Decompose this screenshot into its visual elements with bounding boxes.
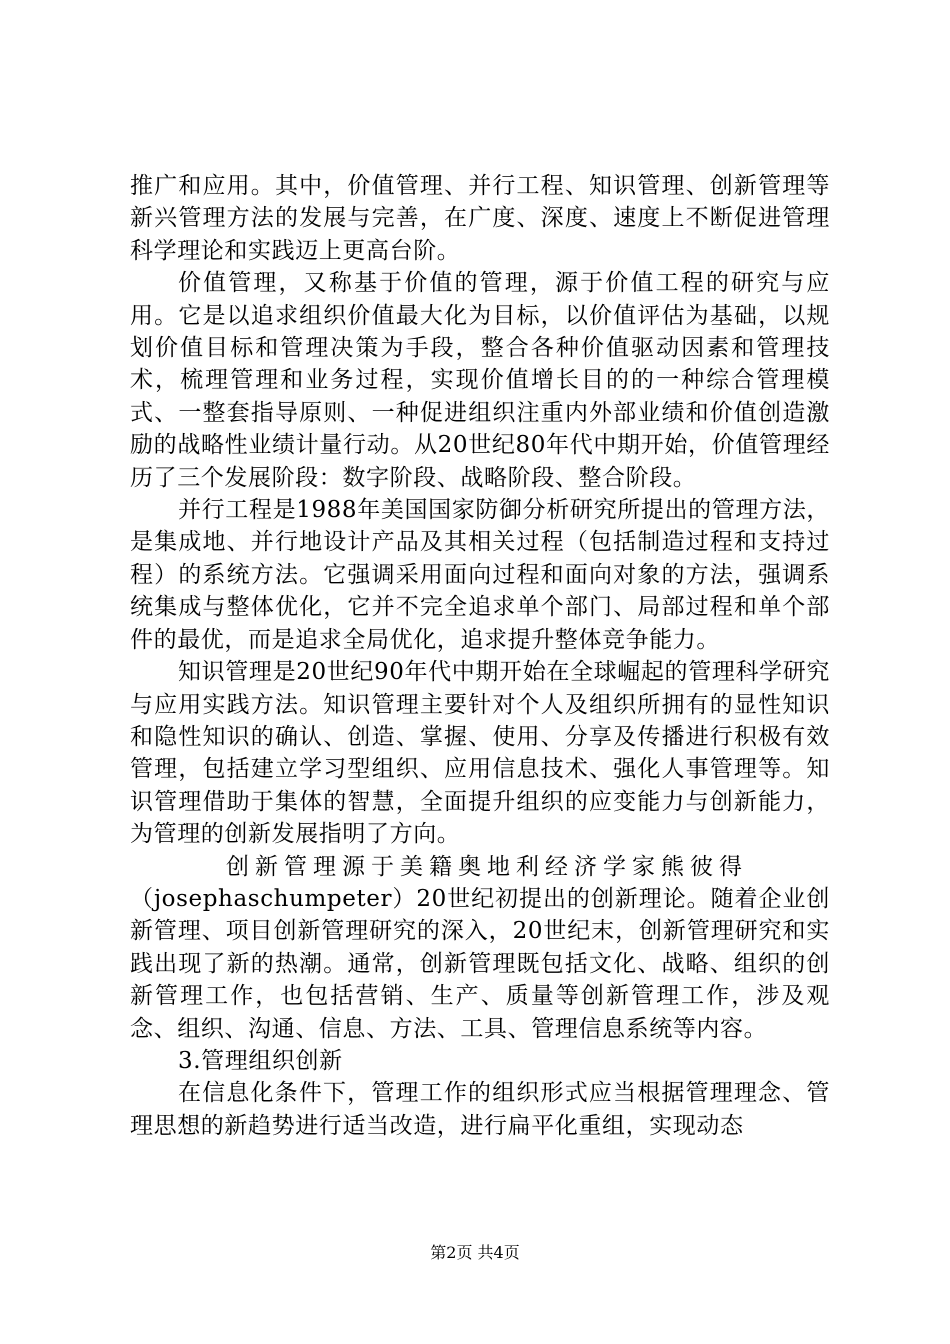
- page-number: 第2页 共4页: [430, 1243, 520, 1262]
- page-footer: [0, 1243, 950, 1263]
- paragraph-innovation-management-lead: 创新管理源于美籍奥地利经济学家熊彼得: [226, 853, 748, 880]
- paragraph-concurrent-engineering: 并行工程是1988年美国国家防御分析研究所提出的管理方法，是集成地、并行地设计产品及其相关过程（包括制造过程和支持过程）的系统方法。它强调采用面向过程和面向对象的方法，强调系统集成与整体优化，它并不完全追求单个部门、局部过程和单个部件的最优，而是追求全局优化，追求提升整体竞争能力。: [130, 497, 830, 653]
- paragraph-innovation-management: （josephaschumpeter）20世纪初提出的创新理论。随着企业创新管理、项目创新管理研究的深入，20世纪末，创新管理研究和实践出现了新的热潮。通常，创新管理既包括文化、战略、组织的创新管理工作，也包括营销、生产、质量等创新管理工作，涉及观念、组织、沟通、信息、方法、工具、管理信息系统等内容。: [130, 885, 830, 1042]
- paragraph-value-management: 价值管理，又称基于价值的管理，源于价值工程的研究与应用。它是以追求组织价值最大化为目标，以价值评估为基础，以规划价值目标和管理决策为手段，整合各种价值驱动因素和管理技术，梳理管理和业务过程，实现价值增长目的的一种综合管理模式、一整套指导原则、一种促进组织注重内外部业绩和价值创造激励的战略性业绩计量行动。从20世纪80年代中期开始，价值管理经历了三个发展阶段：数字阶段、战略阶段、整合阶段。: [130, 270, 830, 491]
- paragraph-organization-innovation: 在信息化条件下，管理工作的组织形式应当根据管理理念、管理思想的新趋势进行适当改造，进行扁平化重组，实现动态: [130, 1080, 830, 1139]
- document-body: [130, 170, 830, 1142]
- paragraph-continuation: 推广和应用。其中，价值管理、并行工程、知识管理、创新管理等新兴管理方法的发展与完善，在广度、深度、速度上不断促进管理科学理论和实践迈上更高台阶。: [130, 173, 830, 264]
- paragraph-knowledge-management: 知识管理是20世纪90年代中期开始在全球崛起的管理科学研究与应用实践方法。知识管理主要针对个人及组织所拥有的显性知识和隐性知识的确认、创造、掌握、使用、分享及传播进行积极有效管理，包括建立学习型组织、应用信息技术、强化人事管理等。知识管理借助于集体的智慧，全面提升组织的应变能力与创新能力，为管理的创新发展指明了方向。: [130, 659, 830, 848]
- section-heading-organization-innovation: 3.管理组织创新: [178, 1047, 343, 1074]
